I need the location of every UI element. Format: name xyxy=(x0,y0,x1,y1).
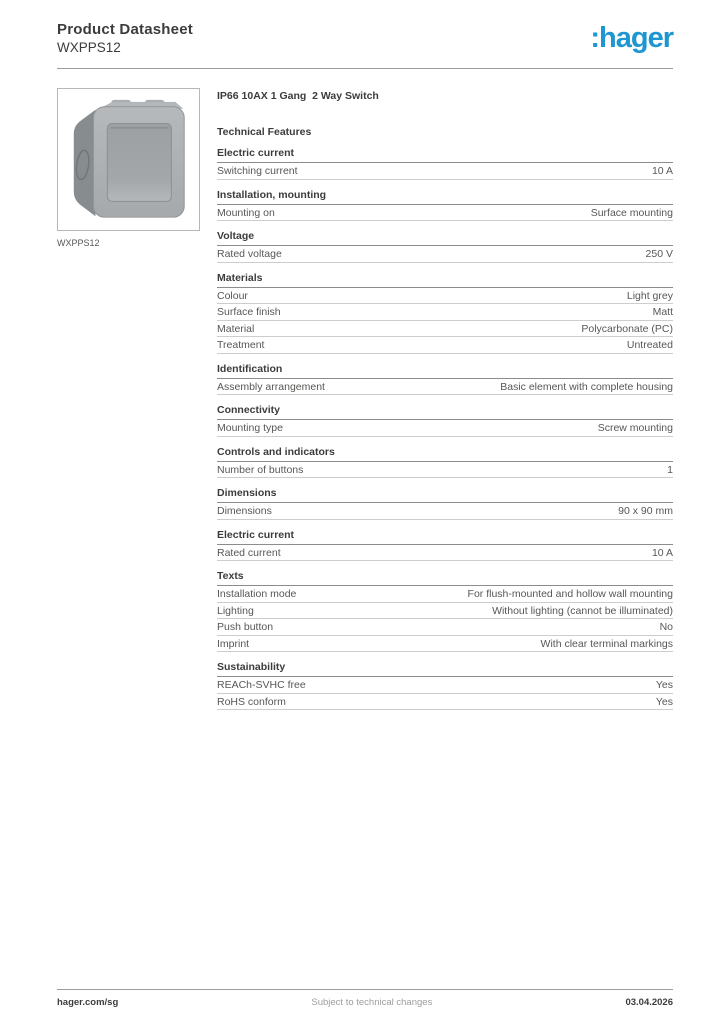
spec-row xyxy=(217,163,673,180)
spec-sections xyxy=(217,148,673,710)
page-header xyxy=(0,0,724,55)
spec-value: 90 x 90 mm xyxy=(618,505,673,517)
spec-section-rows xyxy=(217,462,673,479)
spec-value: Matt xyxy=(652,306,673,318)
product-title: IP66 10AX 1 Gang 2 Way Switch xyxy=(217,90,379,102)
spec-column xyxy=(217,88,673,710)
spec-value: Untreated xyxy=(626,339,673,351)
footer-row xyxy=(57,997,673,1008)
spec-value: For flush-mounted and hollow wall mounting xyxy=(467,588,673,600)
spec-row xyxy=(217,288,673,305)
spec-section-heading: Electric current xyxy=(217,148,673,163)
spec-row xyxy=(217,379,673,396)
spec-row xyxy=(217,586,673,603)
spec-value: Polycarbonate (PC) xyxy=(581,322,673,335)
spec-section-rows xyxy=(217,545,673,562)
spec-label: Mounting type xyxy=(217,422,283,434)
spec-section-heading: Installation, mounting xyxy=(217,190,673,205)
spec-value: Yes xyxy=(655,695,673,708)
spec-row xyxy=(217,603,673,620)
product-reference: WXPPS12 xyxy=(57,40,121,55)
spec-section xyxy=(217,148,673,180)
spec-section-rows xyxy=(217,379,673,396)
spec-row xyxy=(217,337,673,354)
spec-value: 1 xyxy=(667,463,673,476)
spec-section-rows xyxy=(217,420,673,437)
spec-label: Push button xyxy=(217,621,274,633)
product-image-column xyxy=(57,88,200,248)
spec-label: Colour xyxy=(217,289,248,302)
header-titles xyxy=(57,21,193,55)
spec-section-rows xyxy=(217,163,673,180)
spec-section-heading: Texts xyxy=(217,571,673,586)
spec-section-heading: Dimensions xyxy=(217,488,673,503)
spec-label: Rated voltage xyxy=(217,248,282,260)
spec-value: Light grey xyxy=(626,289,673,302)
spec-value: 10 A xyxy=(651,165,673,177)
spec-value: Basic element with complete housing xyxy=(500,380,673,393)
spec-label: Switching current xyxy=(217,165,298,177)
spec-value: 250 V xyxy=(645,248,673,260)
spec-row xyxy=(217,677,673,694)
hager-logo: :hager xyxy=(590,22,673,54)
spec-label: Imprint xyxy=(217,637,250,650)
spec-section-rows xyxy=(217,288,673,354)
spec-row xyxy=(217,462,673,479)
product-image-caption: WXPPS12 xyxy=(57,238,100,248)
spec-section-heading: Materials xyxy=(217,273,673,288)
page-footer xyxy=(57,989,673,1008)
spec-row xyxy=(217,619,673,636)
spec-section xyxy=(217,231,673,263)
spec-section-heading: Controls and indicators xyxy=(217,447,673,462)
spec-row xyxy=(217,304,673,321)
spec-row xyxy=(217,503,673,520)
spec-section xyxy=(217,530,673,562)
spec-section xyxy=(217,447,673,479)
spec-value: 10 A xyxy=(651,546,673,559)
spec-row xyxy=(217,420,673,437)
spec-row xyxy=(217,246,673,263)
spec-value: No xyxy=(659,621,673,633)
spec-section xyxy=(217,273,673,354)
spec-value: Without lighting (cannot be illuminated) xyxy=(492,604,673,617)
spec-section-rows xyxy=(217,503,673,520)
footer-disclaimer: Subject to technical changes xyxy=(311,997,433,1008)
spec-section xyxy=(217,405,673,437)
spec-section xyxy=(217,662,673,710)
spec-section xyxy=(217,488,673,520)
spec-value: With clear terminal markings xyxy=(540,637,673,650)
spec-section xyxy=(217,364,673,396)
spec-row xyxy=(217,545,673,562)
spec-row xyxy=(217,636,673,653)
spec-row xyxy=(217,321,673,338)
main-content xyxy=(0,69,724,710)
spec-label: RoHS conform xyxy=(217,695,286,708)
spec-label: Treatment xyxy=(217,339,265,351)
spec-label: Installation mode xyxy=(217,588,297,600)
spec-label: Material xyxy=(217,322,255,335)
spec-section-heading: Voltage xyxy=(217,231,673,246)
spec-section-heading: Sustainability xyxy=(217,662,673,677)
footer-date: 03.04.2026 xyxy=(625,997,673,1008)
spec-section-rows xyxy=(217,246,673,263)
spec-section-rows xyxy=(217,586,673,652)
spec-label: Assembly arrangement xyxy=(217,380,325,393)
page-title: Product Datasheet xyxy=(57,21,193,38)
spec-row xyxy=(217,694,673,711)
footer-website-link[interactable]: hager.com/sg xyxy=(57,997,119,1008)
spec-label: Lighting xyxy=(217,604,254,617)
product-image xyxy=(57,88,200,231)
spec-value: Surface mounting xyxy=(590,206,673,219)
spec-label: Rated current xyxy=(217,546,281,559)
spec-section-heading: Identification xyxy=(217,364,673,379)
technical-features-heading: Technical Features xyxy=(217,126,312,138)
spec-row xyxy=(217,205,673,222)
spec-section xyxy=(217,571,673,652)
spec-section-heading: Connectivity xyxy=(217,405,673,420)
spec-value: Yes xyxy=(655,679,673,691)
spec-section-rows xyxy=(217,677,673,710)
spec-label: REACh-SVHC free xyxy=(217,679,306,691)
spec-label: Mounting on xyxy=(217,206,275,219)
spec-label: Number of buttons xyxy=(217,463,304,476)
spec-value: Screw mounting xyxy=(597,422,673,434)
spec-section-heading: Electric current xyxy=(217,530,673,545)
spec-section xyxy=(217,190,673,222)
spec-section-rows xyxy=(217,205,673,222)
spec-label: Surface finish xyxy=(217,306,281,318)
surface-switch-illustration xyxy=(58,89,199,230)
spec-label: Dimensions xyxy=(217,505,272,517)
